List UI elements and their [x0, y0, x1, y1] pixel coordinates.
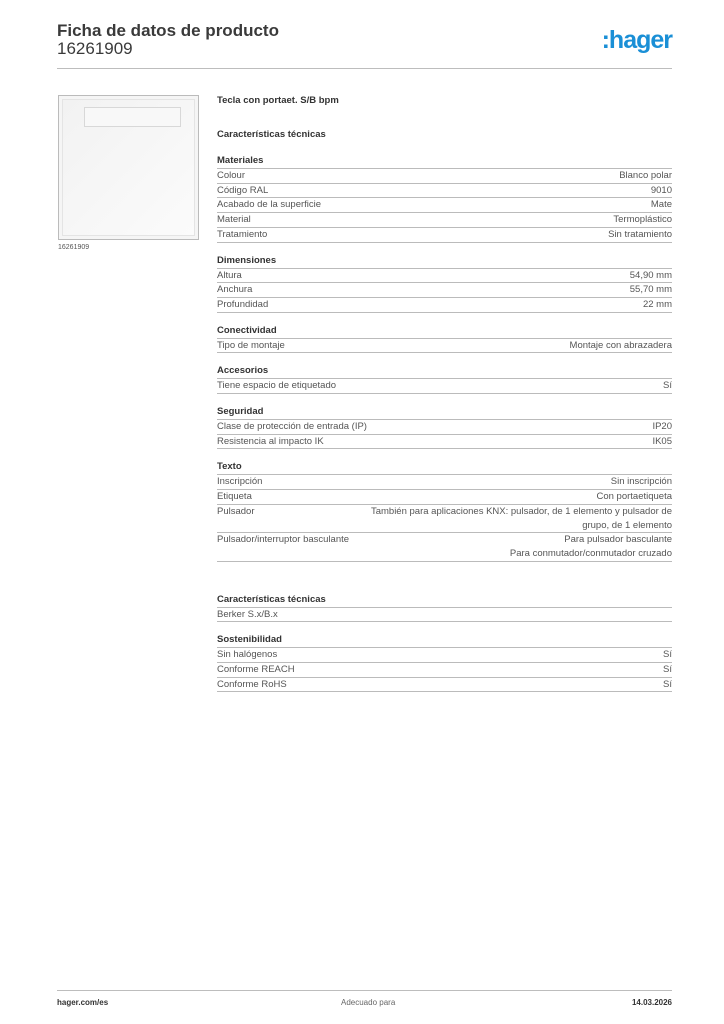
spec-value: 54,90 mm: [629, 269, 672, 281]
spec-row: [217, 283, 672, 298]
spec-value: Mate: [650, 199, 672, 211]
spec-value: Sí: [663, 678, 672, 690]
spec-label: Clase de protección de entrada (IP): [217, 421, 367, 433]
spec-row: [217, 198, 672, 213]
product-id: 16261909: [57, 39, 133, 58]
header-divider: [57, 68, 672, 69]
spec-section: [217, 364, 672, 394]
spec-row: [217, 608, 672, 623]
product-image: [58, 95, 199, 240]
spec-label: Etiqueta: [217, 491, 252, 503]
document-title: Ficha de datos de producto: [57, 21, 279, 40]
spec-value: Sin tratamiento: [608, 228, 672, 240]
section-heading: Accesorios: [217, 364, 672, 379]
spec-value: Blanco polar: [619, 170, 672, 181]
footer-website[interactable]: hager.com/es: [57, 998, 109, 1007]
spec-row: [217, 269, 672, 284]
spec-value: 9010: [650, 184, 672, 196]
section-heading: Dimensiones: [217, 254, 672, 269]
section-heading: Características técnicas: [217, 593, 672, 608]
spec-label: Pulsador: [217, 505, 255, 517]
spec-label: Tipo de montaje: [217, 339, 285, 351]
spec-row: [217, 648, 672, 663]
spec-row: [217, 228, 672, 243]
spec-row: [217, 339, 672, 354]
spec-label: Inscripción: [217, 476, 263, 488]
spec-value: Con portaetiqueta: [596, 491, 672, 503]
spec-row: [217, 169, 672, 184]
spec-row: [217, 184, 672, 199]
spec-label: Acabado de la superficie: [217, 199, 322, 211]
section-heading: Sostenibilidad: [217, 633, 672, 648]
spec-label: Colour: [217, 170, 245, 181]
spec-label: Material: [217, 214, 251, 226]
spec-value: IP20: [652, 421, 672, 433]
spec-section: [217, 254, 672, 313]
spec-section: [217, 405, 672, 449]
spec-section: [217, 154, 672, 243]
spec-row: [217, 490, 672, 505]
spec-column: [217, 95, 672, 692]
footer-divider: [57, 990, 672, 991]
image-caption: 16261909: [58, 244, 90, 251]
spec-row: [217, 663, 672, 678]
spec-value: Termoplástico: [613, 214, 672, 226]
spec-section: [217, 460, 672, 561]
spec-value: 22 mm: [642, 298, 672, 310]
spec-value: También para aplicaciones KNX: pulsador, de 1 elemento y pulsador de grupo, de 1 elemento: [370, 505, 672, 531]
spec-label: Conforme REACH: [217, 664, 295, 676]
section-heading: Conectividad: [217, 324, 672, 339]
spec-label: Berker S.x/B.x: [217, 608, 278, 620]
section-heading: Seguridad: [217, 405, 672, 420]
spec-row: [217, 379, 672, 394]
spec-value: 55,70 mm: [629, 284, 672, 296]
spec-label: Código RAL: [217, 184, 269, 196]
spec-value: Sí: [663, 664, 672, 676]
spec-value: Montaje con abrazadera: [569, 339, 672, 351]
spec-label: Sin halógenos: [217, 649, 278, 661]
spec-label: Pulsador/interruptor basculante: [217, 534, 350, 546]
spec-value: IK05: [652, 435, 672, 447]
product-name: Tecla con portaet. S/B bpm: [217, 95, 339, 106]
spec-row: [217, 298, 672, 313]
spec-section: [217, 593, 672, 623]
spec-section: [217, 324, 672, 354]
section-heading: Materiales: [217, 154, 672, 169]
spec-row: [217, 435, 672, 450]
spec-row: [217, 475, 672, 490]
spec-section: [217, 633, 672, 692]
spec-row: [217, 213, 672, 228]
spec-label: Tratamiento: [217, 228, 268, 240]
spec-label: Profundidad: [217, 298, 269, 310]
spec-value: Sí: [663, 380, 672, 392]
spec-value: Sí: [663, 649, 672, 661]
spec-label: Tiene espacio de etiquetado: [217, 380, 337, 392]
spec-label: Anchura: [217, 284, 253, 296]
spec-row: [217, 678, 672, 693]
spec-label: Resistencia al impacto IK: [217, 435, 324, 447]
spec-value: Sin inscripción: [610, 476, 672, 488]
spec-label: Conforme RoHS: [217, 678, 287, 690]
spec-row: [217, 505, 672, 533]
spec-row: [217, 420, 672, 435]
spec-label: Altura: [217, 269, 242, 281]
footer-date: 14.03.2026: [631, 998, 672, 1007]
footer-center: Adecuado para: [341, 998, 396, 1007]
characteristics-title: Características técnicas: [217, 129, 326, 140]
spec-row: [217, 533, 672, 561]
spec-value: Para pulsador basculante Para conmutador/conmutador cruzado: [509, 534, 672, 559]
section-heading: Texto: [217, 460, 672, 475]
hager-logo: :hager: [601, 26, 672, 54]
